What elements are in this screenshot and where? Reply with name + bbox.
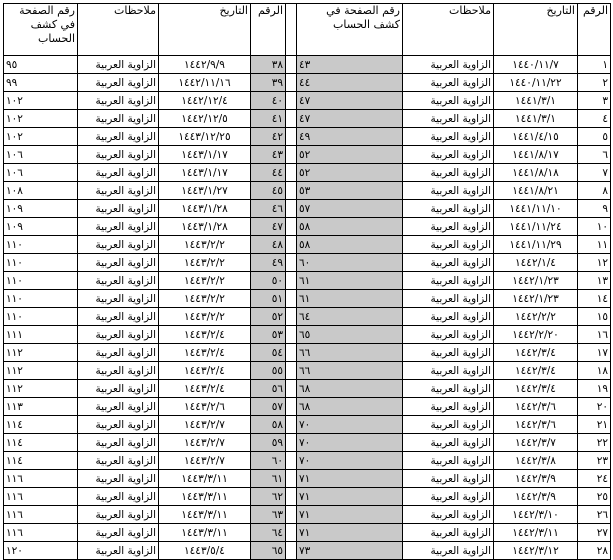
table-row [4,272,611,290]
row-date-right: ١٤٤٢/٣/١٠ [494,506,578,524]
row-number-left: ٤٤ [251,164,286,182]
row-note-right: الزاوية العربية [403,56,494,74]
row-date-right: ١٤٤٢/٣/٩ [494,488,578,506]
column-gap [286,506,297,524]
column-gap [286,416,297,434]
table-row [4,200,611,218]
row-date-left: ١٤٤٣/١/٢٨ [159,200,251,218]
table-row [4,236,611,254]
row-number-right: ٢١ [578,416,611,434]
row-note-right: الزاوية العربية [403,308,494,326]
row-number-left: ٦٢ [251,488,286,506]
row-page-left: ٩٩ [4,74,78,92]
row-note-right: الزاوية العربية [403,236,494,254]
row-note-left: الزاوية العربية [78,290,159,308]
row-number-left: ٦١ [251,470,286,488]
row-page-left: ١١٠ [4,254,78,272]
row-page-left: ٩٥ [4,56,78,74]
column-gap [286,146,297,164]
table-row [4,182,611,200]
row-number-right: ٥ [578,128,611,146]
row-number-right: ٣ [578,92,611,110]
row-date-left: ١٤٤٣/٢/٧ [159,452,251,470]
table-row [4,218,611,236]
row-note-left: الزاوية العربية [78,326,159,344]
row-page-right: ٥٢ [297,146,403,164]
row-number-left: ٦٤ [251,524,286,542]
row-note-left: الزاوية العربية [78,542,159,560]
row-note-right: الزاوية العربية [403,362,494,380]
row-note-left: الزاوية العربية [78,398,159,416]
column-gap [286,4,297,56]
row-page-right: ٧٠ [297,416,403,434]
row-page-left: ١٠٩ [4,218,78,236]
row-date-left: ١٤٤٣/٢/٤ [159,362,251,380]
row-note-right: الزاوية العربية [403,380,494,398]
row-date-left: ١٤٤٣/٢/٢ [159,236,251,254]
table-row [4,290,611,308]
row-note-right: الزاوية العربية [403,488,494,506]
row-date-left: ١٤٤٣/٢/٢ [159,290,251,308]
header-notes-right: ملاحظات [403,4,494,56]
row-page-left: ١١٦ [4,470,78,488]
row-page-right: ٧١ [297,506,403,524]
row-page-right: ٥٨ [297,236,403,254]
row-note-left: الزاوية العربية [78,236,159,254]
row-number-left: ٥٠ [251,272,286,290]
row-number-right: ١٥ [578,308,611,326]
row-page-left: ١١٠ [4,236,78,254]
row-date-left: ١٤٤٣/٣/١١ [159,524,251,542]
records-table [3,3,611,560]
row-date-left: ١٤٤٣/٣/١١ [159,488,251,506]
row-note-right: الزاوية العربية [403,182,494,200]
column-gap [286,110,297,128]
row-note-left: الزاوية العربية [78,506,159,524]
row-page-left: ١١٤ [4,452,78,470]
column-gap [286,326,297,344]
row-number-left: ٤٢ [251,128,286,146]
row-date-left: ١٤٤٢/٩/٩ [159,56,251,74]
row-number-left: ٤٨ [251,236,286,254]
table-row [4,92,611,110]
row-date-right: ١٤٤٢/٣/٨ [494,452,578,470]
row-page-right: ٦١ [297,290,403,308]
row-page-left: ١٠٦ [4,164,78,182]
row-number-left: ٣٩ [251,74,286,92]
row-date-right: ١٤٤١/٨/١٧ [494,146,578,164]
row-number-left: ٤٥ [251,182,286,200]
row-note-right: الزاوية العربية [403,506,494,524]
row-date-right: ١٤٤٢/٢/٢ [494,308,578,326]
column-gap [286,470,297,488]
row-number-left: ٥٧ [251,398,286,416]
row-page-right: ٤٣ [297,56,403,74]
row-page-right: ٦٠ [297,254,403,272]
row-number-left: ٥٥ [251,362,286,380]
row-date-right: ١٤٤١/٣/١ [494,92,578,110]
row-number-left: ٤٩ [251,254,286,272]
row-date-right: ١٤٤١/١١/٢٩ [494,236,578,254]
row-date-left: ١٤٤٢/١٢/٤ [159,92,251,110]
table-row [4,416,611,434]
row-date-left: ١٤٤٣/٢/٧ [159,416,251,434]
row-number-left: ٤٦ [251,200,286,218]
row-page-right: ٦١ [297,272,403,290]
row-date-right: ١٤٤٢/٢/٢٠ [494,326,578,344]
row-page-left: ١١٦ [4,506,78,524]
row-date-right: ١٤٤٢/٣/٤ [494,344,578,362]
row-page-right: ٧٠ [297,452,403,470]
row-number-right: ١٩ [578,380,611,398]
row-number-right: ١٧ [578,344,611,362]
row-page-right: ٦٦ [297,344,403,362]
row-date-right: ١٤٤٢/٣/٦ [494,416,578,434]
row-page-right: ٤٧ [297,92,403,110]
row-number-left: ٥١ [251,290,286,308]
row-number-right: ٤ [578,110,611,128]
header-notes-left: ملاحظات [78,4,159,56]
row-page-right: ٥٨ [297,218,403,236]
row-date-right: ١٤٤١/٨/١٨ [494,164,578,182]
row-page-right: ٧١ [297,488,403,506]
row-number-left: ٦٥ [251,542,286,560]
row-date-right: ١٤٤٢/٣/٩ [494,470,578,488]
table-row [4,470,611,488]
row-number-right: ٢٦ [578,506,611,524]
table-row [4,488,611,506]
row-page-right: ٦٤ [297,308,403,326]
table-row [4,128,611,146]
row-date-right: ١٤٤١/٣/١ [494,110,578,128]
row-note-left: الزاوية العربية [78,416,159,434]
table-row [4,380,611,398]
table-row [4,56,611,74]
row-note-right: الزاوية العربية [403,290,494,308]
row-number-right: ٢٠ [578,398,611,416]
row-number-left: ٤٣ [251,146,286,164]
row-date-right: ١٤٤٢/٣/٧ [494,434,578,452]
row-note-right: الزاوية العربية [403,74,494,92]
row-number-right: ٩ [578,200,611,218]
row-note-right: الزاوية العربية [403,524,494,542]
row-number-right: ١٨ [578,362,611,380]
row-date-left: ١٤٤٢/١٢/٥ [159,110,251,128]
row-page-left: ١١٤ [4,434,78,452]
column-gap [286,272,297,290]
row-note-right: الزاوية العربية [403,164,494,182]
row-date-left: ١٤٤٣/٥/٤ [159,542,251,560]
row-date-left: ١٤٤٣/٢/٤ [159,344,251,362]
row-note-left: الزاوية العربية [78,344,159,362]
row-page-right: ٤٤ [297,74,403,92]
row-number-left: ٥٤ [251,344,286,362]
row-date-left: ١٤٤٣/٢/٢ [159,254,251,272]
table-row [4,308,611,326]
row-number-right: ٧ [578,164,611,182]
row-note-left: الزاوية العربية [78,254,159,272]
row-page-right: ٧١ [297,524,403,542]
row-note-right: الزاوية العربية [403,128,494,146]
row-page-left: ١٠٢ [4,110,78,128]
row-page-left: ١١٠ [4,290,78,308]
row-date-right: ١٤٤٢/١/٤ [494,254,578,272]
header-row [4,4,611,56]
row-number-left: ٥٩ [251,434,286,452]
row-note-left: الزاوية العربية [78,452,159,470]
row-number-right: ٢٨ [578,542,611,560]
row-page-left: ١٠٢ [4,128,78,146]
row-page-right: ٧٣ [297,542,403,560]
row-date-right: ١٤٤١/٤/١٥ [494,128,578,146]
row-date-left: ١٤٤٣/٢/٧ [159,434,251,452]
row-date-left: ١٤٤٣/٢/٤ [159,326,251,344]
row-page-right: ٥٢ [297,164,403,182]
row-note-right: الزاوية العربية [403,92,494,110]
row-date-left: ١٤٤٣/١٢/٢٥ [159,128,251,146]
row-note-right: الزاوية العربية [403,416,494,434]
row-note-left: الزاوية العربية [78,110,159,128]
row-note-right: الزاوية العربية [403,452,494,470]
row-note-left: الزاوية العربية [78,524,159,542]
row-page-left: ١١٢ [4,380,78,398]
row-page-left: ١١٣ [4,398,78,416]
row-page-right: ٧١ [297,470,403,488]
row-number-right: ١٣ [578,272,611,290]
row-number-right: ١ [578,56,611,74]
row-date-right: ١٤٤٢/٣/١١ [494,524,578,542]
row-note-right: الزاوية العربية [403,326,494,344]
column-gap [286,200,297,218]
row-page-right: ٤٩ [297,128,403,146]
row-number-right: ١٦ [578,326,611,344]
row-number-left: ٥٣ [251,326,286,344]
row-note-right: الزاوية العربية [403,434,494,452]
row-number-right: ٢٥ [578,488,611,506]
table-row [4,542,611,560]
row-note-left: الزاوية العربية [78,74,159,92]
row-date-left: ١٤٤٣/١/٢٧ [159,182,251,200]
column-gap [286,362,297,380]
row-number-left: ٥٨ [251,416,286,434]
table-body [4,56,611,560]
row-number-left: ٦٠ [251,452,286,470]
row-note-left: الزاوية العربية [78,434,159,452]
row-number-right: ٢٣ [578,452,611,470]
row-note-left: الزاوية العربية [78,218,159,236]
row-page-left: ١٠٩ [4,200,78,218]
row-note-left: الزاوية العربية [78,362,159,380]
row-page-left: ١٠٦ [4,146,78,164]
table-row [4,254,611,272]
row-number-right: ١٢ [578,254,611,272]
row-page-left: ١٠٨ [4,182,78,200]
row-number-right: ٢ [578,74,611,92]
row-date-left: ١٤٤٣/٢/٢ [159,308,251,326]
row-note-right: الزاوية العربية [403,542,494,560]
row-note-left: الزاوية العربية [78,380,159,398]
row-page-right: ٦٨ [297,380,403,398]
header-date-right: التاريخ [494,4,578,56]
row-number-right: ١١ [578,236,611,254]
row-note-left: الزاوية العربية [78,128,159,146]
row-page-right: ٧٠ [297,434,403,452]
row-page-right: ٦٨ [297,398,403,416]
row-date-right: ١٤٤٠/١١/٢٢ [494,74,578,92]
row-page-left: ١٠٢ [4,92,78,110]
table-row [4,524,611,542]
header-number-left: الرقم [251,4,286,56]
row-date-left: ١٤٤٣/٣/١١ [159,506,251,524]
header-number-right: الرقم [578,4,611,56]
row-page-left: ١١٢ [4,344,78,362]
row-page-left: ١٢٠ [4,542,78,560]
row-note-left: الزاوية العربية [78,272,159,290]
column-gap [286,128,297,146]
row-date-left: ١٤٤٣/٢/٢ [159,272,251,290]
row-date-left: ١٤٤٣/٢/٤ [159,380,251,398]
header-date-left: التاريخ [159,4,251,56]
column-gap [286,434,297,452]
row-number-right: ٢٧ [578,524,611,542]
row-page-left: ١١٦ [4,524,78,542]
table-row [4,398,611,416]
row-number-left: ٤٧ [251,218,286,236]
row-number-right: ٦ [578,146,611,164]
row-page-left: ١١٠ [4,272,78,290]
row-date-right: ١٤٤٢/٣/٤ [494,380,578,398]
row-date-right: ١٤٤٠/١١/٧ [494,56,578,74]
row-note-right: الزاوية العربية [403,398,494,416]
row-note-right: الزاوية العربية [403,146,494,164]
row-number-left: ٥٦ [251,380,286,398]
row-date-right: ١٤٤١/١١/١٠ [494,200,578,218]
table-row [4,146,611,164]
table-row [4,362,611,380]
row-page-right: ٦٥ [297,326,403,344]
row-note-left: الزاوية العربية [78,146,159,164]
row-note-left: الزاوية العربية [78,470,159,488]
row-number-right: ٢٤ [578,470,611,488]
row-note-left: الزاوية العربية [78,164,159,182]
table-row [4,434,611,452]
row-number-left: ٦٣ [251,506,286,524]
row-page-right: ٥٣ [297,182,403,200]
row-date-right: ١٤٤٢/٣/١٢ [494,542,578,560]
column-gap [286,542,297,560]
table-row [4,452,611,470]
column-gap [286,236,297,254]
row-date-right: ١٤٤٢/٣/٤ [494,362,578,380]
column-gap [286,308,297,326]
row-number-left: ٤١ [251,110,286,128]
row-date-left: ١٤٤٣/١/١٧ [159,146,251,164]
column-gap [286,524,297,542]
row-number-right: ٨ [578,182,611,200]
row-page-left: ١١٤ [4,416,78,434]
row-date-right: ١٤٤٢/٣/٦ [494,398,578,416]
row-note-left: الزاوية العربية [78,182,159,200]
row-note-left: الزاوية العربية [78,200,159,218]
table-row [4,164,611,182]
column-gap [286,218,297,236]
row-number-right: ١٤ [578,290,611,308]
row-date-left: ١٤٤٣/٣/١١ [159,470,251,488]
row-note-right: الزاوية العربية [403,200,494,218]
header-page-right: رقم الصفحة في كشف الحساب [297,4,403,56]
column-gap [286,380,297,398]
table-row [4,344,611,362]
row-number-left: ٥٢ [251,308,286,326]
row-number-left: ٣٨ [251,56,286,74]
row-page-left: ١١٢ [4,362,78,380]
row-date-left: ١٤٤٢/١١/١٦ [159,74,251,92]
row-note-left: الزاوية العربية [78,488,159,506]
row-number-right: ٢٢ [578,434,611,452]
column-gap [286,344,297,362]
table-row [4,110,611,128]
header-page-left: رقم الصفحة في كشف الحساب [4,4,78,56]
column-gap [286,398,297,416]
row-note-left: الزاوية العربية [78,92,159,110]
row-date-right: ١٤٤١/٨/٢١ [494,182,578,200]
row-page-right: ٤٧ [297,110,403,128]
row-date-left: ١٤٤٣/١/٢٨ [159,218,251,236]
row-date-right: ١٤٤٢/١/٢٣ [494,290,578,308]
row-number-left: ٤٠ [251,92,286,110]
row-date-right: ١٤٤١/١١/٢٤ [494,218,578,236]
row-page-left: ١١١ [4,326,78,344]
row-note-right: الزاوية العربية [403,344,494,362]
row-date-left: ١٤٤٣/٢/٦ [159,398,251,416]
column-gap [286,254,297,272]
row-page-right: ٥٧ [297,200,403,218]
table-row [4,506,611,524]
table-row [4,74,611,92]
row-date-right: ١٤٤٢/١/٢٣ [494,272,578,290]
row-page-right: ٦٦ [297,362,403,380]
row-number-right: ١٠ [578,218,611,236]
row-note-left: الزاوية العربية [78,56,159,74]
column-gap [286,290,297,308]
row-page-left: ١١٠ [4,308,78,326]
column-gap [286,74,297,92]
column-gap [286,182,297,200]
row-note-right: الزاوية العربية [403,254,494,272]
document-page [3,3,610,557]
row-note-right: الزاوية العربية [403,110,494,128]
column-gap [286,92,297,110]
column-gap [286,56,297,74]
column-gap [286,488,297,506]
column-gap [286,164,297,182]
row-note-right: الزاوية العربية [403,272,494,290]
row-date-left: ١٤٤٣/١/١٧ [159,164,251,182]
row-page-left: ١١٦ [4,488,78,506]
row-note-right: الزاوية العربية [403,218,494,236]
row-note-left: الزاوية العربية [78,308,159,326]
row-note-right: الزاوية العربية [403,470,494,488]
column-gap [286,452,297,470]
table-row [4,326,611,344]
